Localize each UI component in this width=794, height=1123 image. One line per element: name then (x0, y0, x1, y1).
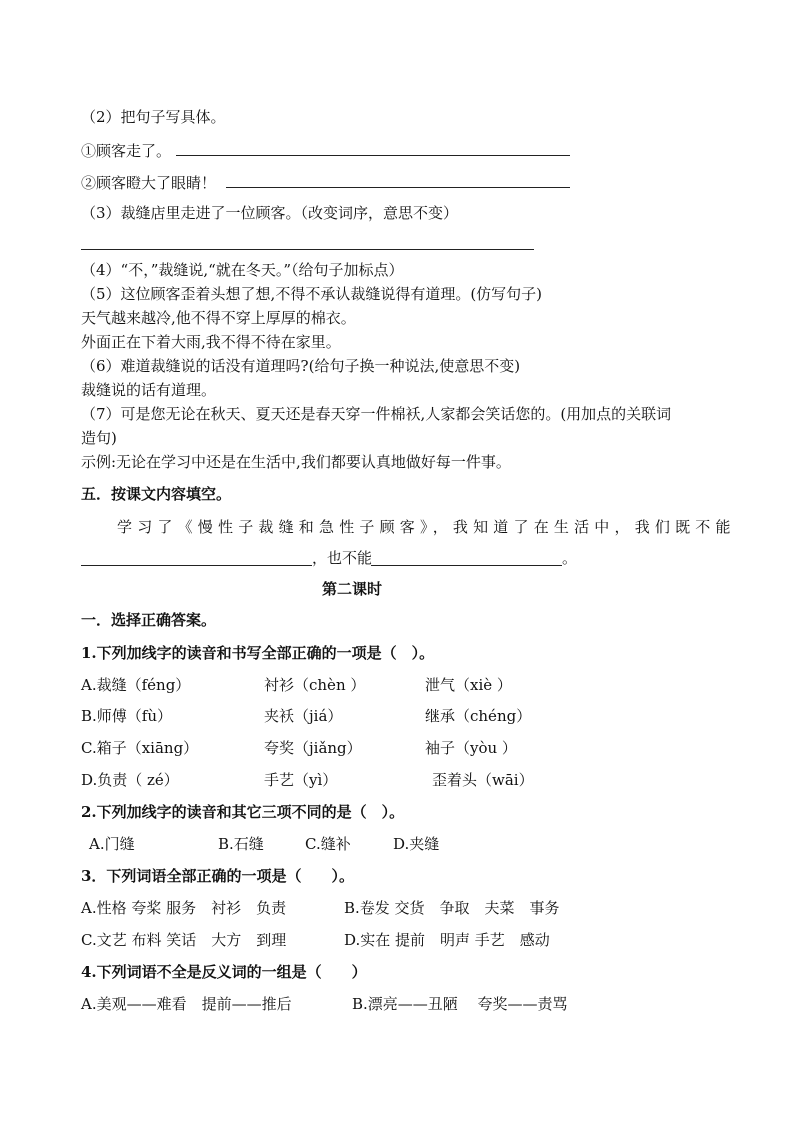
q7-title: （7）可是您无论在秋天、夏天还是春天穿一件棉袄,人家都会笑话您的。(用加点的关联词 (81, 405, 672, 423)
part5-heading: 五．按课文内容填空。 (81, 485, 232, 503)
mc-q2-option-d[interactable]: D.夹缝 (393, 835, 440, 853)
mc-q1-option[interactable]: A.裁缝（féng） (81, 676, 191, 694)
q5-answer-a: 天气越来越冷,他不得不穿上厚厚的棉衣。 (81, 309, 356, 327)
mc-q4-title: 4.下列词语不全是反义词的一组是（ ） (81, 963, 367, 981)
mc-q1-option: 泄气（xiè ） (425, 676, 512, 694)
mc-q2-option-c[interactable]: C.缝补 (305, 835, 351, 853)
mc-q3-option-a[interactable]: A.性格 夸桨 服务 衬衫 负责 (81, 899, 287, 917)
q2-a-prompt: ①顾客走了。 (81, 142, 172, 160)
q7-title-cont: 造句) (81, 429, 117, 447)
mc-q1-title: 1.下列加线字的读音和书写全部正确的一项是（ ）。 (81, 644, 435, 662)
mc-q2-option-a[interactable]: A.门缝 (89, 835, 135, 853)
q5-answer-b: 外面正在下着大雨,我不得不待在家里。 (81, 333, 341, 351)
q6-answer: 裁缝说的话有道理。 (81, 381, 217, 399)
mc-q1-option[interactable]: B.师傅（fù） (81, 707, 173, 725)
q2-b-prompt: ②顾客瞪大了眼睛！ (81, 174, 217, 192)
mc-q1-option: 夸奖（jiǎng） (264, 739, 362, 757)
q4-title: （4）“不，”裁缝说,“就在冬天。”（给句子加标点） (81, 261, 404, 279)
mc-q1-option: 袖子（yòu ） (425, 739, 517, 757)
mc-q3-option-b[interactable]: B.卷发 交货 争取 夫菜 事务 (344, 899, 560, 917)
q2-title: （2）把句子写具体。 (81, 108, 226, 126)
mc-q3-title: 3．下列词语全部正确的一项是（ ）。 (81, 867, 354, 885)
q3-title: （3）裁缝店里走进了一位顾客。（改变词序，意思不变） (81, 204, 459, 222)
lesson2-title: 第二课时 (322, 580, 383, 598)
part5-mid-text: ，也不能 (312, 549, 373, 567)
q5-title: （5）这位顾客歪着头想了想,不得不承认裁缝说得有道理。(仿写句子) (81, 285, 543, 303)
q2-b-answer-line[interactable] (226, 187, 570, 188)
mc-q2-title: 2.下列加线字的读音和其它三项不同的是（ ）。 (81, 803, 405, 821)
q3-answer-line[interactable] (81, 249, 534, 250)
mc-q1-option[interactable]: C.箱子（xiāng） (81, 739, 199, 757)
mc-q4-option-b[interactable]: B.漂亮——丑陋 夸奖——责骂 (352, 995, 568, 1013)
mc-q1-option: 歪着头（wāi） (432, 771, 534, 789)
q7-example: 示例:无论在学习中还是在生活中,我们都要认真地做好每一件事。 (81, 453, 511, 471)
mc-q3-option-c[interactable]: C.文艺 布料 笑话 大方 到理 (81, 931, 287, 949)
mc-q1-option: 夹袄（jiá） (264, 707, 343, 725)
q2-a-answer-line[interactable] (176, 155, 570, 156)
mc-q2-option-b[interactable]: B.石缝 (218, 835, 264, 853)
section1-heading: 一．选择正确答案。 (81, 611, 217, 629)
mc-q4-option-a[interactable]: A.美观——难看 提前——推后 (81, 995, 292, 1013)
part5-blank-1[interactable] (81, 565, 312, 566)
mc-q1-option: 衬衫（chèn ） (264, 676, 366, 694)
mc-q1-option[interactable]: D.负责（ zé） (81, 771, 179, 789)
mc-q1-option: 手艺（yì） (264, 771, 338, 789)
q6-title: （6）难道裁缝说的话没有道理吗?(给句子换一种说法,使意思不变) (81, 357, 521, 375)
part5-blank-2[interactable] (371, 565, 562, 566)
mc-q3-option-d[interactable]: D.实在 提前 明声 手艺 感动 (344, 931, 550, 949)
part5-end-text: 。 (562, 549, 578, 567)
mc-q1-option: 继承（chéng） (425, 707, 532, 725)
part5-text: 学习了《慢性子裁缝和急性子顾客》，我知道了在生活中，我们既不能 (117, 518, 736, 536)
